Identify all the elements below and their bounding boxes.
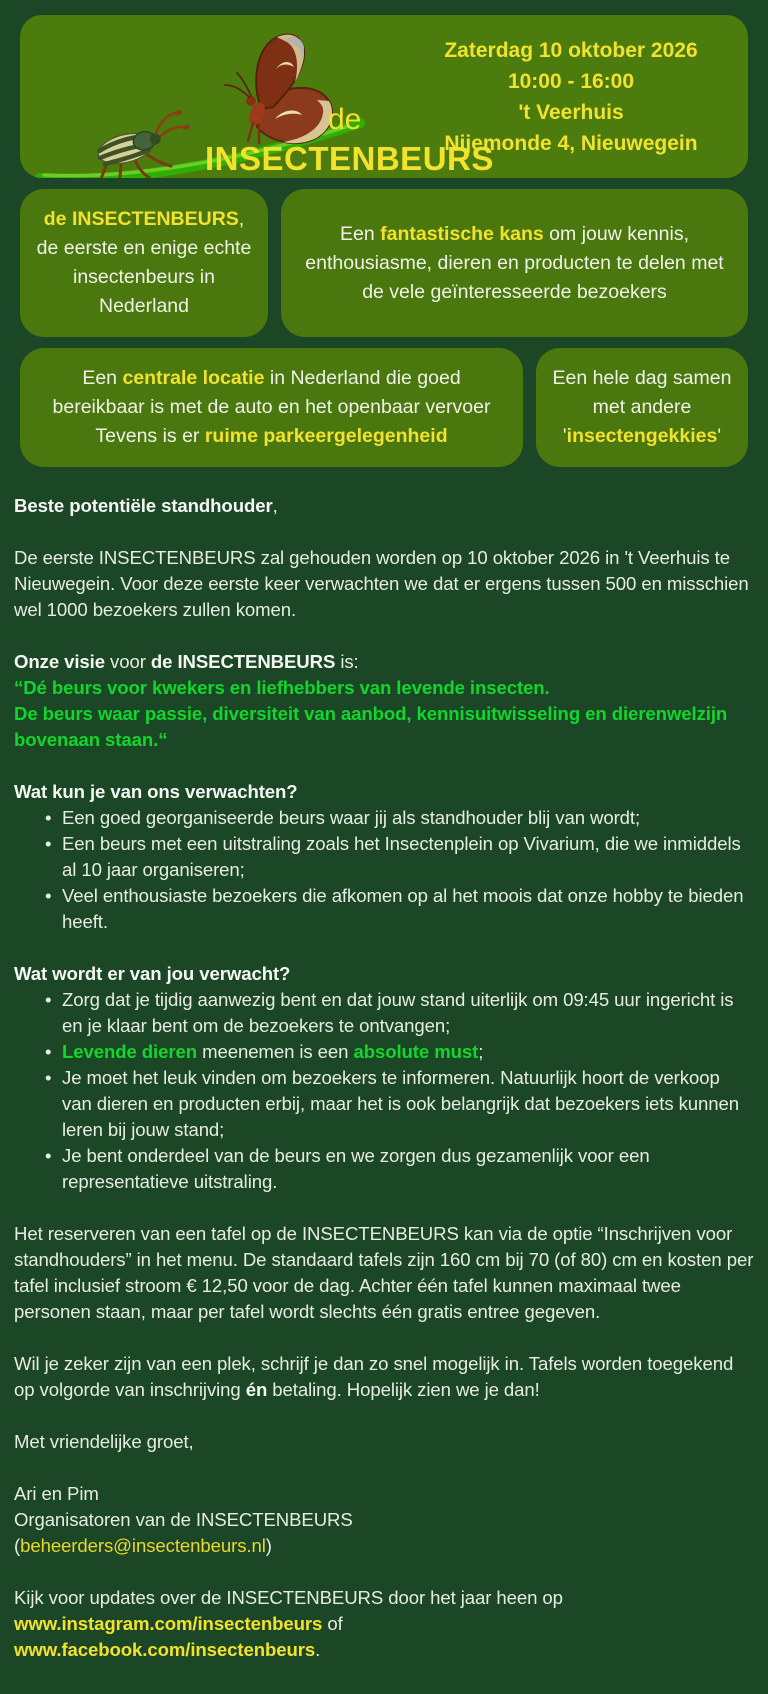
info-box-text: Een hele dag samen met andere ' (552, 367, 732, 447)
info-box-highlight: de INSECTENBEURS (43, 208, 239, 230)
event-venue: 't Veerhuis (518, 101, 624, 124)
facebook-link[interactable]: www.facebook.com/insectenbeurs (14, 1639, 316, 1660)
vision-quote-line1: “Dé beurs voor kwekers en liefhebbers van levende insecten. (14, 677, 550, 698)
section-heading-expectations-from-you: Wat wordt er van jou verwacht? (14, 963, 291, 984)
list-item: • Zorg dat je tijdig aanwezig bent en dat jouw stand uiterlijk om 09:45 uur ingericht is en je klaar bent om de bezoekers te ontvangen; (45, 987, 754, 1039)
signature-names: Ari en Pim (14, 1483, 99, 1504)
info-box-highlight: centrale locatie (122, 367, 265, 389)
signup-text-1: Wil je zeker zijn van een plek, schrijf je dan zo snel mogelijk in. Tafels worden toegekend op volgorde van inschrijving (14, 1353, 734, 1400)
signup-text-2: betaling. Hopelijk zien we je dan! (267, 1379, 540, 1400)
info-box-community (536, 348, 748, 467)
event-time: 10:00 - 16:00 (507, 70, 635, 93)
instagram-link[interactable]: www.instagram.com/insectenbeurs (14, 1613, 323, 1634)
signature-block (14, 1481, 754, 1559)
vision-bold-2: de INSECTENBEURS (150, 651, 336, 672)
letter-body (0, 467, 768, 1663)
info-box-row-1 (20, 189, 748, 337)
info-box-location (20, 348, 523, 467)
greeting-bold: Beste potentiële standhouder (14, 495, 273, 516)
list-item: • Veel enthousiaste bezoekers die afkomen op al het moois dat onze hobby te bieden heeft. (45, 883, 754, 935)
info-box-text: , de eerste en enige echte insectenbeurs in Nederland (36, 208, 252, 317)
info-box-text: om jouw kennis, enthousiasme, dieren en producten te delen met de vele geïnteresseerde bezoekers (305, 222, 724, 303)
email-link[interactable]: beheerders@insectenbeurs.nl (20, 1535, 266, 1556)
info-box-highlight: fantastische kans (380, 222, 544, 245)
reservation-paragraph: Het reserveren van een tafel op de INSECTENBEURS kan via de optie “Inschrijven voor standhouders” in het menu. De standaard tafels zijn 160 cm bij 70 (of 80) cm en kosten per tafel inclusief stroom € 12,50 voor de dag. Achter één tafel kunnen maximaal twee personen staan, maar per tafel wordt slechts één gratis entree gegeven. (14, 1223, 754, 1322)
updates-text: Kijk voor updates over de INSECTENBEURS door het jaar heen op (14, 1587, 563, 1608)
header-banner (20, 15, 748, 178)
list-item: • Een beurs met een uitstraling zoals het Insectenplein op Vivarium, die we inmiddels al 10 jaar organiseren; (45, 831, 754, 883)
intro-paragraph: De eerste INSECTENBEURS zal gehouden worden op 10 oktober 2026 in 't Veerhuis te Nieuwegein. Voor deze eerste keer verwachten we dat er ergens tussen 500 en misschien wel 1000 bezoekers zullen komen. (14, 547, 749, 620)
greeting-rest: , (272, 495, 278, 516)
vision-text-1: voor (104, 651, 151, 672)
info-box-text: in Nederland die goed bereikbaar is met de auto en het openbaar vervoer Tevens is er (52, 367, 491, 447)
vision-bold-1: Onze visie (14, 651, 105, 672)
closing-line: Met vriendelijke groet, (14, 1431, 194, 1452)
title-prefix: de (328, 103, 362, 136)
list-item: • Je moet het leuk vinden om bezoekers te informeren. Natuurlijk hoort de verkoop van dieren en producten erbij, maar het is ook belangrijk dat bezoekers iets kunnen leren bij jouw stand; (45, 1065, 754, 1143)
list-item-highlight: absolute must (353, 1041, 479, 1062)
vision-quote-line2: De beurs waar passie, diversiteit van aanbod, kennisuitwisseling en dierenwelzijn bovenaan staan.“ (14, 703, 728, 750)
event-date: Zaterdag 10 oktober 2026 (444, 39, 698, 62)
updates-paragraph (14, 1585, 754, 1663)
vision-line (14, 649, 754, 675)
info-box-highlight: ruime parkeergelegenheid (204, 425, 448, 447)
section-heading-expectations-from-us: Wat kun je van ons verwachten? (14, 781, 298, 802)
info-box-text: ' (717, 425, 722, 447)
paren-close: ) (265, 1535, 272, 1556)
info-box-text: Een (82, 367, 123, 389)
list-item-highlight: Levende dieren (62, 1041, 198, 1062)
list-item-text: ; (478, 1041, 484, 1062)
updates-of-text: of (322, 1613, 343, 1634)
signature-role: Organisatoren van de INSECTENBEURS (14, 1509, 353, 1530)
vision-text-2: is: (335, 651, 359, 672)
info-box-row-2 (20, 348, 748, 467)
signup-paragraph (14, 1351, 754, 1403)
event-details (416, 35, 726, 159)
bullet-list-from-us (14, 805, 754, 935)
paren-open: ( (14, 1535, 21, 1556)
greeting (14, 493, 754, 519)
info-box-opportunity (281, 189, 748, 337)
list-item (45, 1039, 754, 1065)
event-address: Nijemonde 4, Nieuwegein (444, 132, 698, 155)
list-item-text: meenemen is een (197, 1041, 354, 1062)
info-box-uniqueness (20, 189, 268, 337)
updates-dot-text: . (315, 1639, 321, 1660)
info-box-text: Een (339, 222, 381, 245)
list-item: • Je bent onderdeel van de beurs en we zorgen dus gezamenlijk voor een representatieve uitstraling. (45, 1143, 754, 1195)
signup-bold: én (245, 1379, 268, 1400)
info-box-highlight: insectengekkies (566, 425, 718, 447)
signature-email-line (14, 1533, 754, 1559)
page-title: INSECTENBEURS (205, 140, 494, 177)
list-item: • Een goed georganiseerde beurs waar jij als standhouder blij van wordt; (45, 805, 754, 831)
moth-icon (225, 35, 332, 144)
bullet-list-from-you (14, 987, 754, 1195)
